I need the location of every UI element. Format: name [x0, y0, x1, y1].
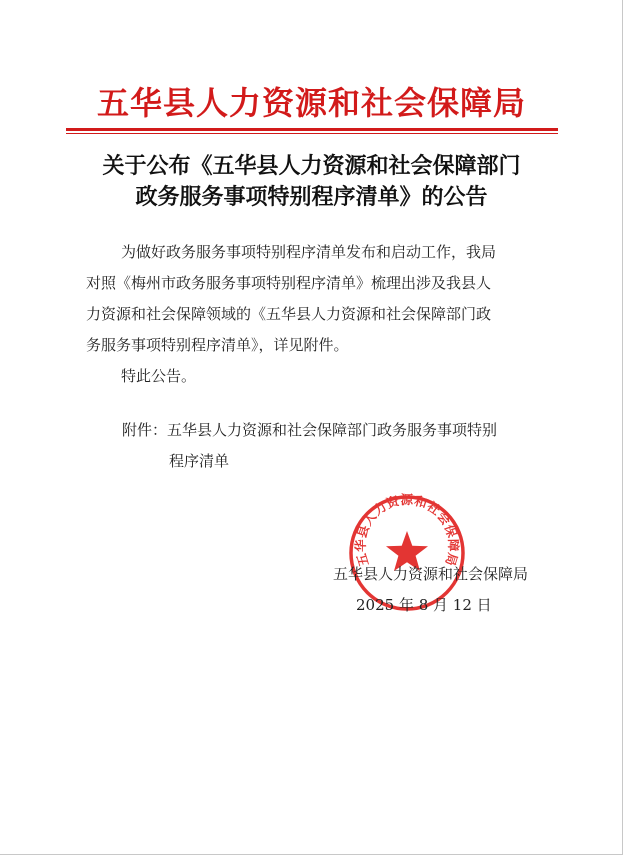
attachment-line1: 附件：五华县人力资源和社会保障部门政务服务事项特别 — [122, 421, 498, 439]
agency-header: 五华县人力资源和社会保障局 — [96, 84, 526, 122]
document-title-line2: 政务服务事项特别程序清单》的公告 — [135, 184, 488, 210]
signer-name: 五华县人力资源和社会保障局 — [333, 565, 529, 583]
seal-text: 五华县人力资源和社会保障局 — [352, 493, 462, 569]
body-line: 务服务事项特别程序清单》，详见附件。 — [86, 336, 349, 354]
body-paragraph — [86, 237, 546, 392]
attachment-line2: 程序清单 — [169, 452, 230, 470]
attachment-note — [122, 415, 562, 477]
document-title-line1: 关于公布《五华县人力资源和社会保障部门 — [102, 153, 521, 179]
header-rule-thin — [66, 133, 558, 134]
body-line: 力资源和社会保障领域的《五华县人力资源和社会保障部门政 — [86, 305, 492, 323]
document-title — [0, 151, 623, 213]
closing-line: 特此公告。 — [121, 367, 197, 385]
body-line: 对照《梅州市政务服务事项特别程序清单》梳理出涉及我县人 — [86, 274, 492, 292]
header-rule-thick — [66, 128, 558, 131]
signature-date: 2025 年 8 月 12 日 — [356, 596, 492, 614]
body-line: 为做好政务服务事项特别程序清单发布和启动工作，我局 — [121, 243, 497, 261]
